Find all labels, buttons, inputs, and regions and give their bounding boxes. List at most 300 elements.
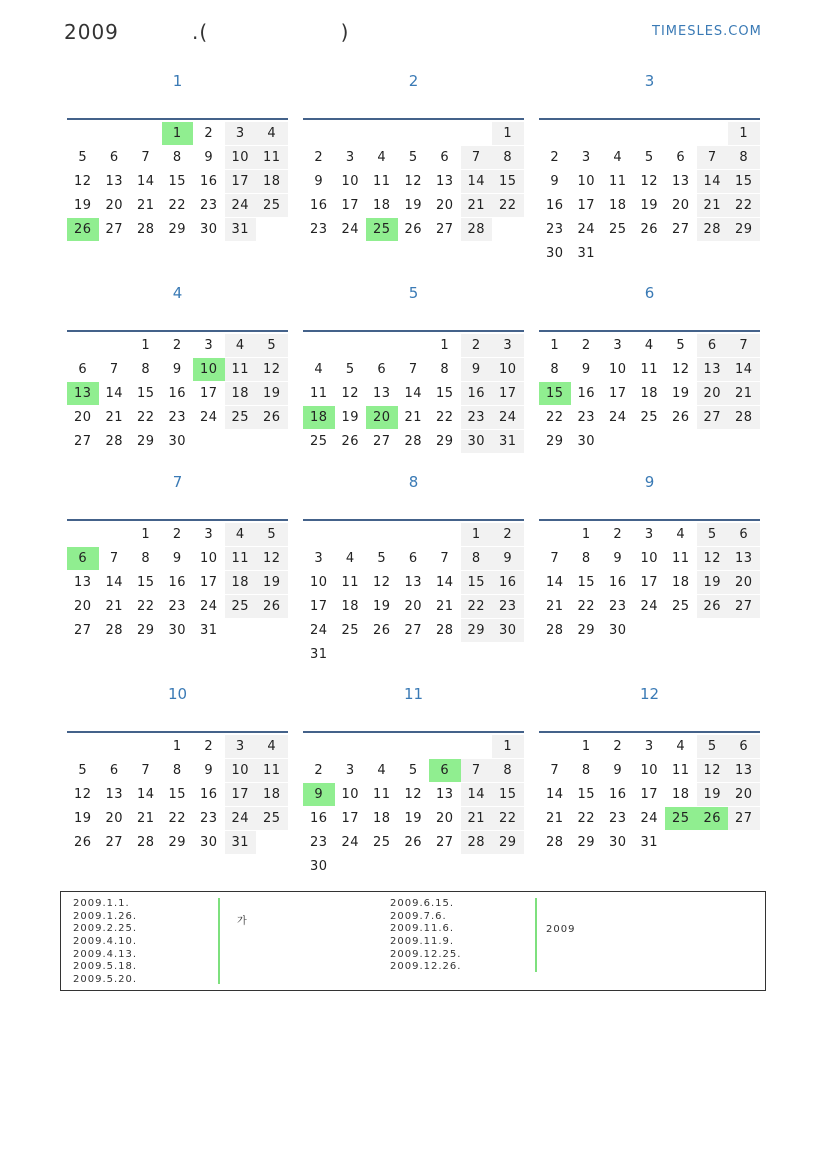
day-cell: 27 <box>105 835 124 850</box>
day-cell: 21 <box>545 599 564 614</box>
week-row <box>67 783 288 807</box>
day-cell: 10 <box>309 575 328 590</box>
day-cell: 8 <box>550 362 560 377</box>
day-cell: 12 <box>341 386 360 401</box>
day-cell: 9 <box>172 551 182 566</box>
day-cell: 22 <box>168 811 187 826</box>
day-cell: 6 <box>728 735 760 758</box>
week-row <box>67 571 288 595</box>
week-row <box>539 619 760 643</box>
day-cell: 2 <box>613 527 623 542</box>
day-cell: 20 <box>73 599 92 614</box>
week-row <box>303 759 524 783</box>
day-cell: 12 <box>256 547 288 570</box>
day-cell: 18 <box>256 170 288 193</box>
holiday-day-cell: 25 <box>665 807 697 830</box>
day-cell: 29 <box>168 835 187 850</box>
day-cell: 23 <box>577 410 596 425</box>
month-grid <box>67 735 288 855</box>
week-row <box>67 358 288 382</box>
month-grid <box>67 523 288 643</box>
day-cell: 26 <box>372 623 391 638</box>
day-cell: 10 <box>577 174 596 189</box>
day-cell: 5 <box>377 551 387 566</box>
day-cell: 28 <box>435 623 454 638</box>
week-row <box>67 807 288 831</box>
day-cell: 28 <box>728 406 760 429</box>
day-cell: 13 <box>728 547 760 570</box>
legend-divider <box>535 898 537 972</box>
day-cell: 15 <box>492 170 524 193</box>
holiday-day-cell: 6 <box>67 547 99 570</box>
week-row <box>539 807 760 831</box>
day-cell: 2 <box>492 523 524 546</box>
week-row <box>67 406 288 430</box>
day-cell: 19 <box>73 198 92 213</box>
day-cell: 6 <box>676 150 686 165</box>
month-title: 1 <box>172 72 183 90</box>
day-cell: 20 <box>73 410 92 425</box>
day-cell: 24 <box>199 599 218 614</box>
day-cell: 3 <box>644 739 654 754</box>
day-cell: 12 <box>372 575 391 590</box>
holiday-day-cell: 1 <box>162 122 194 145</box>
day-cell: 17 <box>225 170 257 193</box>
day-cell: 11 <box>341 575 360 590</box>
day-cell: 7 <box>728 334 760 357</box>
day-cell: 2 <box>172 338 182 353</box>
week-row <box>539 783 760 807</box>
day-cell: 11 <box>372 174 391 189</box>
day-cell: 18 <box>256 783 288 806</box>
legend-divider <box>218 898 220 984</box>
day-cell: 8 <box>172 763 182 778</box>
day-cell: 11 <box>256 146 288 169</box>
day-cell: 7 <box>550 763 560 778</box>
day-cell: 23 <box>545 222 564 237</box>
day-cell: 2 <box>204 126 214 141</box>
site-brand-link[interactable]: TIMESLES.COM <box>652 24 762 39</box>
week-row <box>303 643 524 667</box>
day-cell: 24 <box>492 406 524 429</box>
day-cell: 10 <box>640 551 659 566</box>
week-row <box>539 242 760 266</box>
day-cell: 4 <box>377 150 387 165</box>
day-cell: 25 <box>256 807 288 830</box>
holiday-day-cell: 13 <box>67 382 99 405</box>
day-cell: 1 <box>492 735 524 758</box>
day-cell: 25 <box>608 222 627 237</box>
day-cell: 27 <box>671 222 690 237</box>
week-row <box>539 334 760 358</box>
day-cell: 6 <box>78 362 88 377</box>
day-cell: 8 <box>492 146 524 169</box>
day-cell: 17 <box>577 198 596 213</box>
day-cell: 6 <box>377 362 387 377</box>
week-row <box>539 430 760 454</box>
day-cell: 29 <box>545 434 564 449</box>
day-cell: 30 <box>461 430 493 453</box>
day-cell: 3 <box>225 122 257 145</box>
week-row <box>539 759 760 783</box>
day-cell: 1 <box>440 338 450 353</box>
day-cell: 23 <box>492 595 524 618</box>
day-cell: 16 <box>168 386 187 401</box>
day-cell: 21 <box>105 599 124 614</box>
day-cell: 28 <box>105 434 124 449</box>
day-cell: 12 <box>640 174 659 189</box>
day-cell: 4 <box>314 362 324 377</box>
week-row <box>67 334 288 358</box>
week-row <box>539 735 760 759</box>
week-row <box>539 595 760 619</box>
day-cell: 5 <box>408 763 418 778</box>
day-cell: 23 <box>309 835 328 850</box>
day-cell: 9 <box>613 551 623 566</box>
week-row <box>67 759 288 783</box>
day-cell: 20 <box>435 198 454 213</box>
month-divider <box>539 519 760 521</box>
day-cell: 20 <box>435 811 454 826</box>
day-cell: 15 <box>136 386 155 401</box>
holiday-day-cell: 15 <box>539 382 571 405</box>
day-cell: 22 <box>168 198 187 213</box>
day-cell: 5 <box>644 150 654 165</box>
day-cell: 4 <box>345 551 355 566</box>
day-cell: 31 <box>640 835 659 850</box>
day-cell: 11 <box>608 174 627 189</box>
day-cell: 7 <box>550 551 560 566</box>
week-row <box>303 218 524 242</box>
day-cell: 17 <box>225 783 257 806</box>
day-cell: 29 <box>136 434 155 449</box>
day-cell: 13 <box>697 358 729 381</box>
day-cell: 10 <box>225 759 257 782</box>
month-grid <box>539 334 760 454</box>
day-cell: 4 <box>256 122 288 145</box>
week-row <box>303 595 524 619</box>
day-cell: 23 <box>199 198 218 213</box>
day-cell: 4 <box>613 150 623 165</box>
day-cell: 28 <box>697 218 729 241</box>
day-cell: 8 <box>461 547 493 570</box>
day-cell: 22 <box>545 410 564 425</box>
day-cell: 11 <box>671 763 690 778</box>
week-row <box>539 170 760 194</box>
day-cell: 16 <box>492 571 524 594</box>
day-cell: 30 <box>168 434 187 449</box>
day-cell: 7 <box>109 362 119 377</box>
week-row <box>67 547 288 571</box>
day-cell: 16 <box>309 811 328 826</box>
legend-right-note: 2009 <box>546 924 576 935</box>
day-cell: 24 <box>309 623 328 638</box>
day-cell: 4 <box>676 739 686 754</box>
day-cell: 31 <box>309 647 328 662</box>
day-cell: 25 <box>256 194 288 217</box>
day-cell: 16 <box>545 198 564 213</box>
day-cell: 31 <box>225 831 257 854</box>
day-cell: 19 <box>640 198 659 213</box>
day-cell: 2 <box>461 334 493 357</box>
day-cell: 26 <box>404 222 423 237</box>
day-cell: 16 <box>309 198 328 213</box>
week-row <box>303 547 524 571</box>
day-cell: 21 <box>728 382 760 405</box>
day-cell: 14 <box>461 170 493 193</box>
day-cell: 14 <box>545 575 564 590</box>
day-cell: 5 <box>408 150 418 165</box>
week-row <box>539 406 760 430</box>
day-cell: 20 <box>404 599 423 614</box>
day-cell: 5 <box>256 523 288 546</box>
day-cell: 28 <box>545 835 564 850</box>
day-cell: 3 <box>204 338 214 353</box>
day-cell: 16 <box>199 174 218 189</box>
day-cell: 3 <box>581 150 591 165</box>
day-cell: 9 <box>492 547 524 570</box>
holiday-day-cell: 26 <box>697 807 729 830</box>
day-cell: 6 <box>728 523 760 546</box>
day-cell: 12 <box>697 759 729 782</box>
day-cell: 14 <box>136 174 155 189</box>
day-cell: 4 <box>225 334 257 357</box>
day-cell: 6 <box>109 763 119 778</box>
day-cell: 29 <box>492 831 524 854</box>
day-cell: 12 <box>697 547 729 570</box>
day-cell: 8 <box>141 551 151 566</box>
day-cell: 10 <box>341 174 360 189</box>
legend-date: 2009.12.26. <box>390 961 462 973</box>
day-cell: 3 <box>204 527 214 542</box>
day-cell: 20 <box>671 198 690 213</box>
day-cell: 22 <box>577 811 596 826</box>
day-cell: 27 <box>404 623 423 638</box>
week-row <box>303 146 524 170</box>
day-cell: 27 <box>73 623 92 638</box>
day-cell: 9 <box>314 174 324 189</box>
day-cell: 28 <box>136 835 155 850</box>
week-row <box>67 218 288 242</box>
day-cell: 27 <box>697 406 729 429</box>
day-cell: 13 <box>435 174 454 189</box>
day-cell: 19 <box>341 410 360 425</box>
day-cell: 9 <box>204 763 214 778</box>
day-cell: 2 <box>314 150 324 165</box>
month-title: 8 <box>408 473 419 491</box>
month-grid <box>303 334 524 454</box>
legend-date: 2009.6.15. <box>390 898 455 909</box>
day-cell: 18 <box>372 198 391 213</box>
month-divider <box>303 118 524 120</box>
day-cell: 9 <box>172 362 182 377</box>
day-cell: 31 <box>577 246 596 261</box>
day-cell: 5 <box>676 338 686 353</box>
day-cell: 4 <box>676 527 686 542</box>
legend-date: 2009.1.1. <box>73 898 130 909</box>
week-row <box>539 146 760 170</box>
day-cell: 25 <box>640 410 659 425</box>
day-cell: 12 <box>73 174 92 189</box>
day-cell: 13 <box>404 575 423 590</box>
day-cell: 19 <box>372 599 391 614</box>
day-cell: 30 <box>168 623 187 638</box>
month-divider <box>67 519 288 521</box>
month-divider <box>539 330 760 332</box>
day-cell: 28 <box>461 831 493 854</box>
day-cell: 5 <box>697 523 729 546</box>
day-cell: 13 <box>372 386 391 401</box>
day-cell: 10 <box>225 146 257 169</box>
day-cell: 5 <box>78 150 88 165</box>
day-cell: 11 <box>309 386 328 401</box>
day-cell: 24 <box>341 835 360 850</box>
holiday-legend <box>60 891 766 991</box>
day-cell: 25 <box>309 434 328 449</box>
day-cell: 7 <box>461 759 493 782</box>
day-cell: 28 <box>404 434 423 449</box>
month-grid <box>67 334 288 454</box>
day-cell: 17 <box>492 382 524 405</box>
day-cell: 30 <box>608 623 627 638</box>
day-cell: 11 <box>225 358 257 381</box>
day-cell: 14 <box>105 386 124 401</box>
day-cell: 12 <box>671 362 690 377</box>
day-cell: 25 <box>341 623 360 638</box>
day-cell: 29 <box>577 623 596 638</box>
week-row <box>303 807 524 831</box>
week-row <box>303 571 524 595</box>
day-cell: 20 <box>105 811 124 826</box>
week-row <box>303 735 524 759</box>
day-cell: 20 <box>697 382 729 405</box>
holiday-day-cell: 10 <box>193 358 225 381</box>
day-cell: 15 <box>168 787 187 802</box>
week-row <box>303 855 524 879</box>
day-cell: 27 <box>105 222 124 237</box>
week-row <box>539 218 760 242</box>
day-cell: 21 <box>545 811 564 826</box>
day-cell: 22 <box>136 599 155 614</box>
week-row <box>539 194 760 218</box>
day-cell: 21 <box>404 410 423 425</box>
month-divider <box>539 118 760 120</box>
day-cell: 9 <box>461 358 493 381</box>
week-row <box>539 547 760 571</box>
day-cell: 6 <box>440 150 450 165</box>
day-cell: 22 <box>492 807 524 830</box>
day-cell: 26 <box>256 595 288 618</box>
day-cell: 27 <box>73 434 92 449</box>
day-cell: 30 <box>199 835 218 850</box>
day-cell: 3 <box>644 527 654 542</box>
legend-date: 2009.4.13. <box>73 948 138 960</box>
day-cell: 16 <box>168 575 187 590</box>
day-cell: 8 <box>728 146 760 169</box>
day-cell: 21 <box>435 599 454 614</box>
day-cell: 14 <box>697 170 729 193</box>
day-cell: 28 <box>461 218 493 241</box>
week-row <box>303 334 524 358</box>
day-cell: 19 <box>256 382 288 405</box>
day-cell: 13 <box>105 174 124 189</box>
day-cell: 15 <box>492 783 524 806</box>
day-cell: 30 <box>608 835 627 850</box>
day-cell: 7 <box>440 551 450 566</box>
week-row <box>67 170 288 194</box>
day-cell: 10 <box>640 763 659 778</box>
day-cell: 22 <box>461 595 493 618</box>
week-row <box>303 783 524 807</box>
day-cell: 10 <box>608 362 627 377</box>
day-cell: 2 <box>314 763 324 778</box>
week-row <box>67 430 288 454</box>
day-cell: 13 <box>435 787 454 802</box>
day-cell: 16 <box>608 575 627 590</box>
day-cell: 1 <box>141 338 151 353</box>
legend-right-dates <box>390 898 461 974</box>
day-cell: 29 <box>136 623 155 638</box>
day-cell: 18 <box>225 382 257 405</box>
week-row <box>67 382 288 406</box>
day-cell: 25 <box>225 595 257 618</box>
day-cell: 26 <box>73 835 92 850</box>
day-cell: 17 <box>608 386 627 401</box>
day-cell: 11 <box>225 547 257 570</box>
day-cell: 24 <box>577 222 596 237</box>
month-grid <box>539 735 760 855</box>
day-cell: 30 <box>199 222 218 237</box>
legend-left-note: 가 <box>237 916 248 927</box>
day-cell: 17 <box>199 386 218 401</box>
month-divider <box>303 731 524 733</box>
day-cell: 3 <box>345 150 355 165</box>
day-cell: 7 <box>141 150 151 165</box>
week-row <box>539 571 760 595</box>
legend-left-dates <box>73 898 137 987</box>
week-row <box>67 122 288 146</box>
day-cell: 7 <box>408 362 418 377</box>
day-cell: 10 <box>341 787 360 802</box>
day-cell: 18 <box>372 811 391 826</box>
day-cell: 9 <box>581 362 591 377</box>
day-cell: 18 <box>341 599 360 614</box>
day-cell: 14 <box>545 787 564 802</box>
month-title: 9 <box>644 473 655 491</box>
day-cell: 17 <box>640 575 659 590</box>
day-cell: 27 <box>728 807 760 830</box>
day-cell: 3 <box>492 334 524 357</box>
day-cell: 8 <box>581 763 591 778</box>
day-cell: 9 <box>550 174 560 189</box>
day-cell: 5 <box>256 334 288 357</box>
day-cell: 26 <box>640 222 659 237</box>
day-cell: 14 <box>461 783 493 806</box>
day-cell: 23 <box>608 599 627 614</box>
day-cell: 9 <box>613 763 623 778</box>
week-row <box>67 523 288 547</box>
day-cell: 26 <box>341 434 360 449</box>
week-row <box>303 619 524 643</box>
day-cell: 29 <box>728 218 760 241</box>
day-cell: 19 <box>671 386 690 401</box>
month-grid <box>303 523 524 667</box>
day-cell: 20 <box>728 783 760 806</box>
month-grid <box>67 122 288 242</box>
month-title: 11 <box>403 685 424 703</box>
day-cell: 22 <box>136 410 155 425</box>
holiday-day-cell: 26 <box>67 218 99 241</box>
